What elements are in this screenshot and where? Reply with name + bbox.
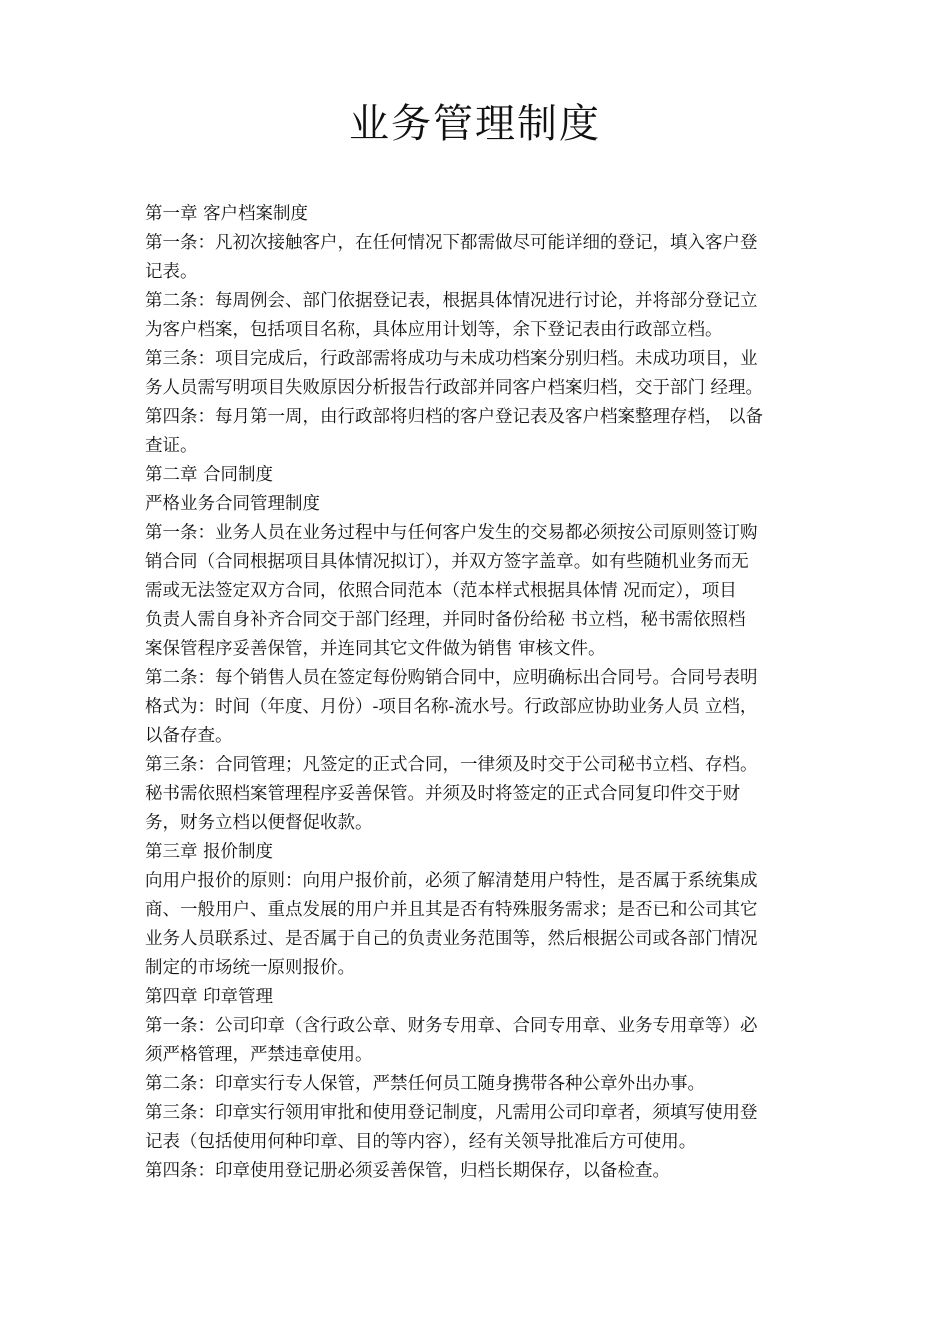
chapter-heading: 第二章 合同制度 xyxy=(145,465,274,485)
text-line: 第二条：每个销售人员在签定每份购销合同中，应明确标出合同号。合同号表明 xyxy=(145,668,758,688)
document-body xyxy=(145,200,810,1186)
text-line: 以备存查。 xyxy=(145,726,233,746)
text-line: 商、一般用户、重点发展的用户并且其是否有特殊服务需求；是否已和公司其它 xyxy=(145,900,758,920)
chapter-heading: 第四章 印章管理 xyxy=(145,987,274,1007)
text-line: 为客户档案，包括项目名称，具体应用计划等，余下登记表由行政部立档。 xyxy=(145,320,723,340)
text-line: 格式为：时间（年度、月份）-项目名称-流水号。行政部应协助业务人员 立档， xyxy=(145,697,758,717)
text-line: 务人员需写明项目失败原因分析报告行政部并同客户档案归档，交于部门 经理。 xyxy=(145,378,764,398)
text-line: 向用户报价的原则：向用户报价前，必须了解清楚用户特性，是否属于系统集成 xyxy=(145,871,758,891)
text-line: 第二条：印章实行专人保管，严禁任何员工随身携带各种公章外出办事。 xyxy=(145,1074,705,1094)
text-line: 第三条：印章实行领用审批和使用登记制度，凡需用公司印章者，须填写使用登 xyxy=(145,1103,758,1123)
text-line: 第四条：每月第一周，由行政部将归档的客户登记表及客户档案整理存档， 以备 xyxy=(145,407,764,427)
text-line: 记表。 xyxy=(145,262,198,282)
text-line: 第一条：凡初次接触客户，在任何情况下都需做尽可能详细的登记，填入客户登 xyxy=(145,233,758,253)
text-line: 第二条：每周例会、部门依据登记表，根据具体情况进行讨论，并将部分登记立 xyxy=(145,291,758,311)
text-line: 第四条：印章使用登记册必须妥善保管，归档长期保存，以备检查。 xyxy=(145,1161,670,1181)
text-line: 查证。 xyxy=(145,436,198,456)
text-line: 务，财务立档以便督促收款。 xyxy=(145,813,373,833)
text-line: 严格业务合同管理制度 xyxy=(145,494,320,514)
text-line: 记表（包括使用何种印章、目的等内容），经有关领导批准后方可使用。 xyxy=(145,1132,697,1152)
text-line: 秘书需依照档案管理程序妥善保管。并须及时将签定的正式合同复印件交于财 xyxy=(145,784,740,804)
text-line: 第一条：业务人员在业务过程中与任何客户发生的交易都必须按公司原则签订购 xyxy=(145,523,758,543)
text-line: 负责人需自身补齐合同交于部门经理，并同时备份给秘 书立档，秘书需依照档 xyxy=(145,610,746,630)
text-line: 第一条：公司印章（含行政公章、财务专用章、合同专用章、业务专用章等）必 xyxy=(145,1016,758,1036)
text-line: 需或无法签定双方合同，依照合同范本（范本样式根据具体情 况而定），项目 xyxy=(145,581,737,601)
chapter-heading: 第一章 客户档案制度 xyxy=(145,204,309,224)
text-line: 业务人员联系过、是否属于自己的负责业务范围等，然后根据公司或各部门情况 xyxy=(145,929,758,949)
chapter-heading: 第三章 报价制度 xyxy=(145,842,274,862)
text-line: 第三条：项目完成后，行政部需将成功与未成功档案分别归档。未成功项目，业 xyxy=(145,349,758,369)
text-line: 案保管程序妥善保管，并连同其它文件做为销售 审核文件。 xyxy=(145,639,606,659)
document-title: 业务管理制度 xyxy=(349,101,601,147)
text-line: 制定的市场统一原则报价。 xyxy=(145,958,355,978)
text-line: 第三条：合同管理；凡签定的正式合同，一律须及时交于公司秘书立档、存档。 xyxy=(145,755,758,775)
text-line: 须严格管理，严禁违章使用。 xyxy=(145,1045,373,1065)
text-line: 销合同（合同根据项目具体情况拟订），并双方签字盖章。如有些随机业务而无 xyxy=(145,552,749,572)
